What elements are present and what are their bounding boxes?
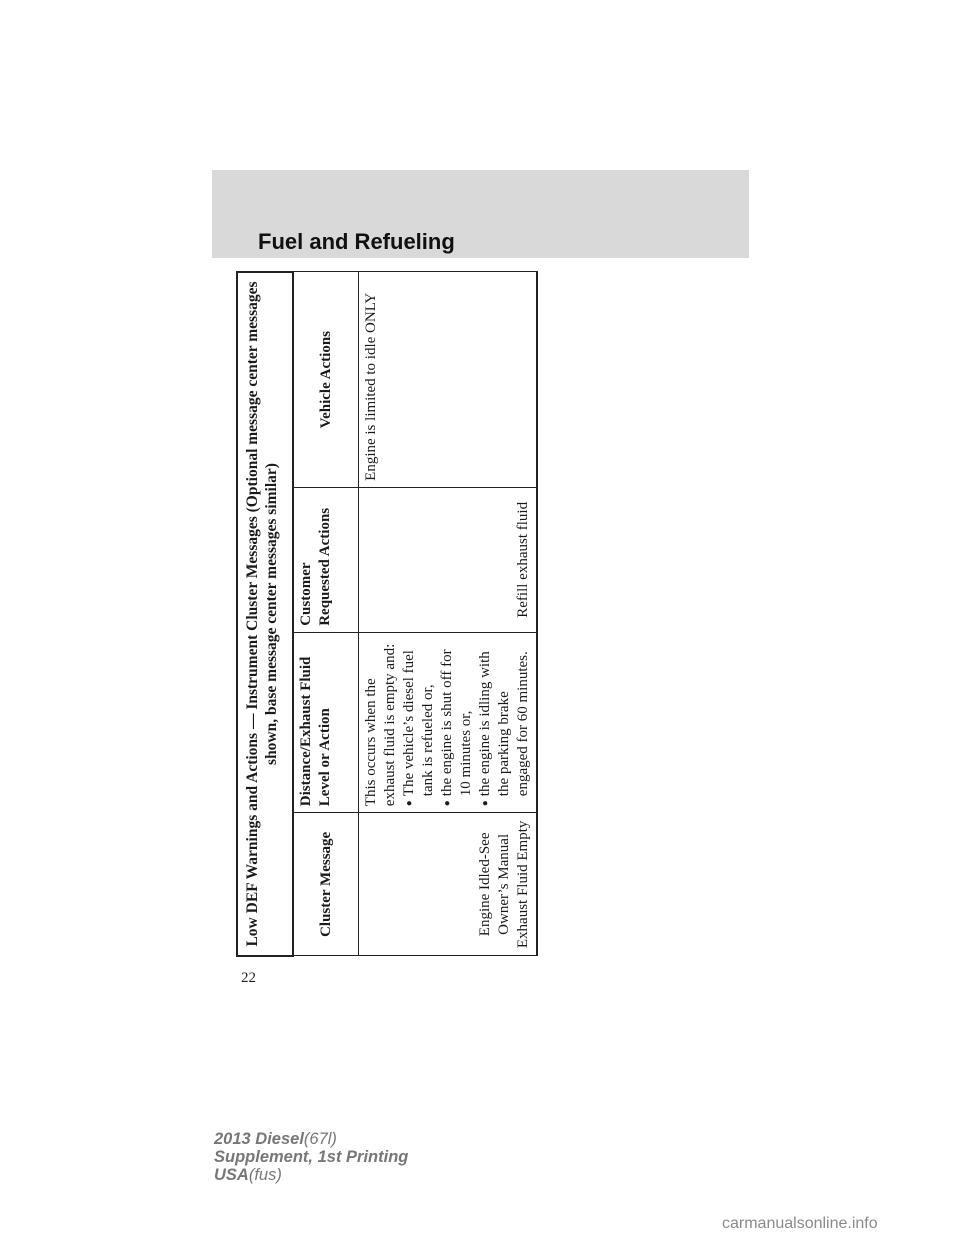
watermark-text: carmanualsonline.info — [722, 1215, 878, 1232]
header-cluster-message: Cluster Message — [293, 813, 359, 956]
rotated-table — [236, 271, 531, 957]
footer-line-1 — [214, 1130, 408, 1148]
header-customer-actions: Customer Requested Actions — [293, 487, 359, 632]
document-footer — [214, 1130, 408, 1184]
cell-vehicle-action: Engine is limited to idle ONLY — [359, 272, 538, 487]
footer-model: 2013 Diesel — [214, 1130, 304, 1148]
cell-customer-action: Refill exhaust fluid — [359, 487, 538, 632]
def-warnings-table — [236, 271, 538, 957]
list-item: ● The vehicle’s diesel fuel tank is refueled or, — [400, 639, 438, 806]
footer-region-code: (fus) — [248, 1166, 282, 1184]
page-number: 22 — [241, 970, 256, 986]
table-title: Low DEF Warnings and Actions — Instrument Cluster Messages (Optional message center messages shown, base message center messages similar) — [237, 272, 293, 956]
section-title: Fuel and Refueling — [258, 229, 455, 254]
list-item: ● the engine is idling with the parking brake engaged for 60 minutes. — [476, 639, 533, 806]
footer-line-3 — [214, 1166, 408, 1184]
distance-bullets — [400, 639, 533, 806]
cell-distance-level — [359, 632, 538, 812]
footer-model-code: (67l) — [303, 1130, 337, 1148]
distance-intro: This occurs when the exhaust fluid is empty and: — [363, 643, 398, 807]
table-title-row — [237, 272, 293, 956]
footer-region: USA — [214, 1166, 249, 1184]
list-item: ● the engine is shut off for 10 minutes or, — [438, 639, 476, 806]
cell-cluster-message: Engine Idled-See Owner’s Manual Exhaust Fluid Empty — [359, 813, 538, 956]
table-row — [359, 272, 538, 956]
header-vehicle-actions: Vehicle Actions — [293, 272, 359, 487]
rotated-table-container — [236, 271, 531, 957]
header-distance-level: Distance/Exhaust Fluid Level or Action — [293, 632, 359, 812]
table-header-row — [293, 272, 359, 956]
footer-line-2: Supplement, 1st Printing — [214, 1148, 409, 1166]
